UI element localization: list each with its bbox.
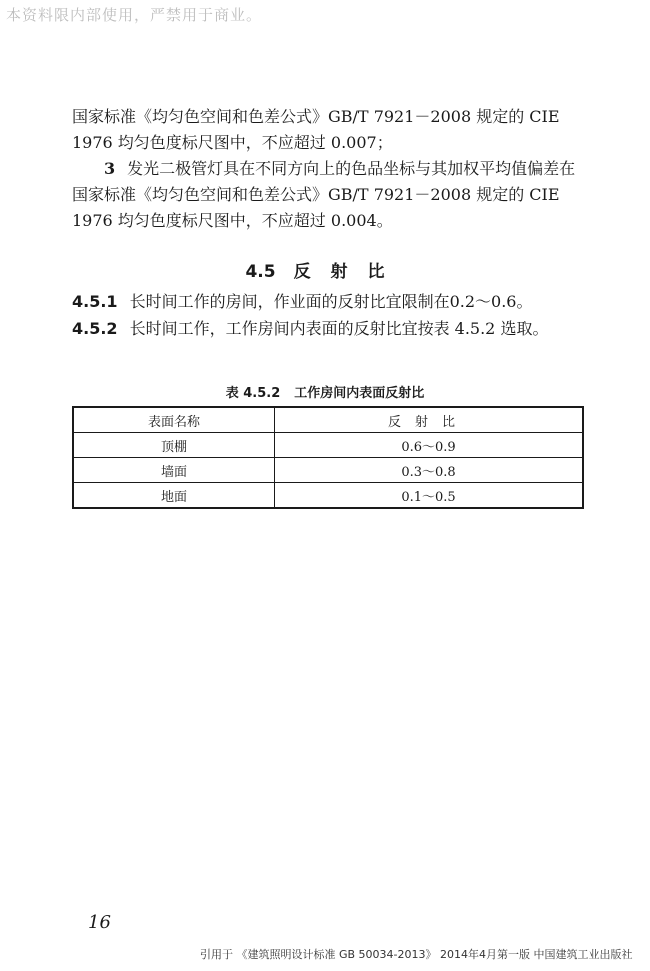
clause-4-5-2 [72,316,584,342]
table-caption-title: 工作房间内表面反射比 [294,386,425,401]
table-cell: 0.6～0.9 [275,433,584,458]
citation-footer: 引用于 《建筑照明设计标准 GB 50034-2013》 2014年4月第一版 中国建筑工业出版社 [200,948,633,961]
clause-text: 长时间工作，工作房间内表面的反射比宜按表 4.5.2 选取。 [129,319,549,338]
table-cell: 0.1～0.5 [275,483,584,509]
clause-number: 4.5.1 [72,292,118,311]
table-caption [0,382,650,401]
table-cell: 0.3～0.8 [275,458,584,483]
section-heading [0,257,650,282]
item-number: 3 [104,159,116,178]
table-row [73,433,583,458]
paragraph-continuation: 国家标准《均匀色空间和色差公式》GB/T 7921－2008 规定的 CIE 1976 均匀色度标尺图中，不应超过 0.007； [72,107,560,152]
table-header-row [73,407,583,433]
clause-number: 4.5.2 [72,319,118,338]
section-title: 反射比 [293,262,405,282]
watermark: 本资料限内部使用，严禁用于商业。 [6,6,263,24]
clause-4-5-1 [72,289,584,315]
table-header: 反射比 [275,407,584,433]
table-cell: 顶棚 [73,433,275,458]
table-header: 表面名称 [73,407,275,433]
section-number: 4.5 [245,262,276,282]
table-caption-number: 表 4.5.2 [225,386,281,401]
table-cell: 墙面 [73,458,275,483]
reflectance-table [72,406,584,509]
paragraph-item-3 [72,156,584,234]
item-text: 发光二极管灯具在不同方向上的色品坐标与其加权平均值偏差在国家标准《均匀色空间和色差公式》GB/T 7921－2008 规定的 CIE 1976 均匀色度标尺图中，不应超过 0.004。 [72,159,576,230]
page-number: 16 [88,912,111,933]
table-cell: 地面 [73,483,275,509]
table-row [73,483,583,509]
clause-text: 长时间工作的房间，作业面的反射比宜限制在0.2～0.6。 [129,292,533,311]
table-row [73,458,583,483]
